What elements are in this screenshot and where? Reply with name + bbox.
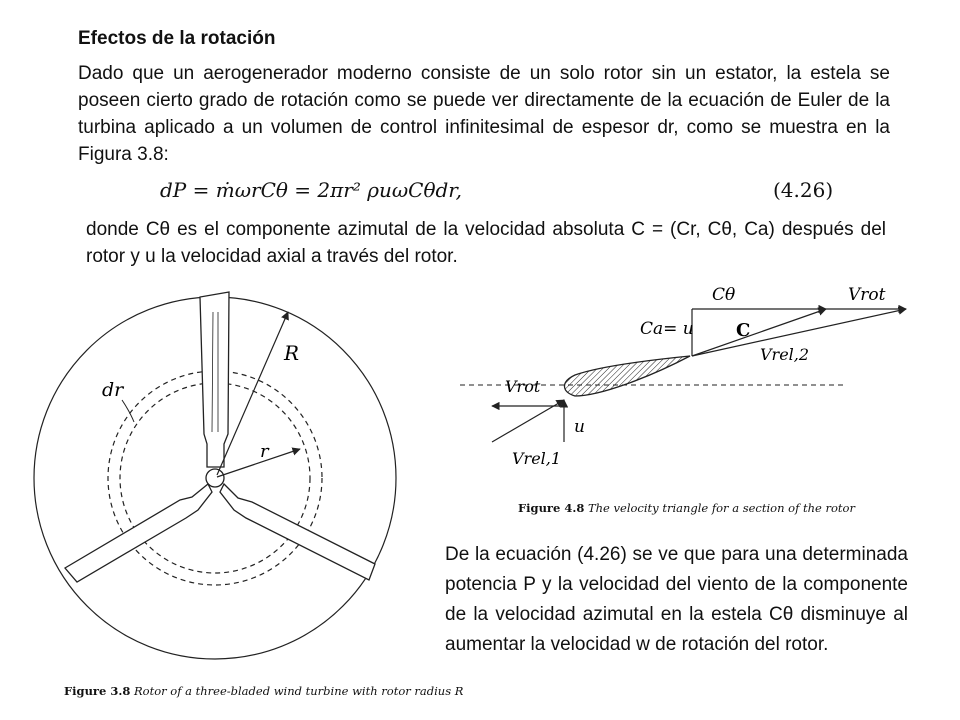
- figure38-caption-number: Figure 3.8: [64, 684, 131, 698]
- paragraph-conclusion: De la ecuación (4.26) se ve que para una determinada potencia P y la velocidad del viento de la componente de la velocidad azimutal en la estela Cθ disminuye al aumentar la velocidad w de rotación del rotor.: [445, 544, 908, 655]
- blade-left: [65, 484, 212, 582]
- figure48-caption-text: The velocity triangle for a section of the rotor: [587, 501, 855, 515]
- label-r: r: [260, 441, 269, 462]
- figure-velocity-triangle: [450, 272, 920, 492]
- section-title: Efectos de la rotación: [78, 28, 276, 49]
- figure48-caption-number: Figure 4.8: [518, 501, 585, 515]
- label-Vrel2: Vrel,2: [760, 345, 810, 364]
- label-Ca-u: Ca= u: [640, 319, 694, 339]
- blade-top: [200, 292, 229, 467]
- blade-right: [220, 484, 375, 580]
- label-Vrot-left: Vrot: [505, 377, 541, 396]
- paragraph-definition: donde Cθ es el componente azimutal de la velocidad absoluta C = (Cr, Cθ, Ca) después del rotor y u la velocidad axial a través del rotor.: [86, 219, 886, 267]
- airfoil: [564, 356, 690, 396]
- equation-number: (4.26): [773, 178, 834, 202]
- label-u: u: [574, 417, 585, 437]
- label-Vrel1: Vrel,1: [512, 449, 562, 468]
- hub: [206, 469, 224, 487]
- label-dr: dr: [102, 379, 124, 401]
- figure-rotor: [30, 282, 430, 682]
- label-Ctheta: Cθ: [712, 285, 736, 305]
- figure48-caption: [518, 501, 855, 515]
- equation: dP = ṁωrCθ = 2πr² ρuωCθdr,: [160, 178, 463, 202]
- label-C: C: [736, 320, 751, 341]
- blades: [65, 292, 375, 582]
- figure38-caption-text: Rotor of a three-bladed wind turbine with rotor radius R: [133, 684, 464, 698]
- label-Vrot-top: Vrot: [848, 285, 886, 305]
- paragraph-intro: Dado que un aerogenerador moderno consiste de un solo rotor sin un estator, la estela se poseen cierto grado de rotación como se puede ver directamente de la ecuación de Euler de la turbina aplicado a un volumen de control infinitesimal de espesor dr, como se muestra en la Figura 3.8:: [78, 63, 890, 165]
- radius-r-arrow: [217, 449, 300, 477]
- figure38-caption: [64, 684, 463, 698]
- label-R: R: [284, 341, 300, 365]
